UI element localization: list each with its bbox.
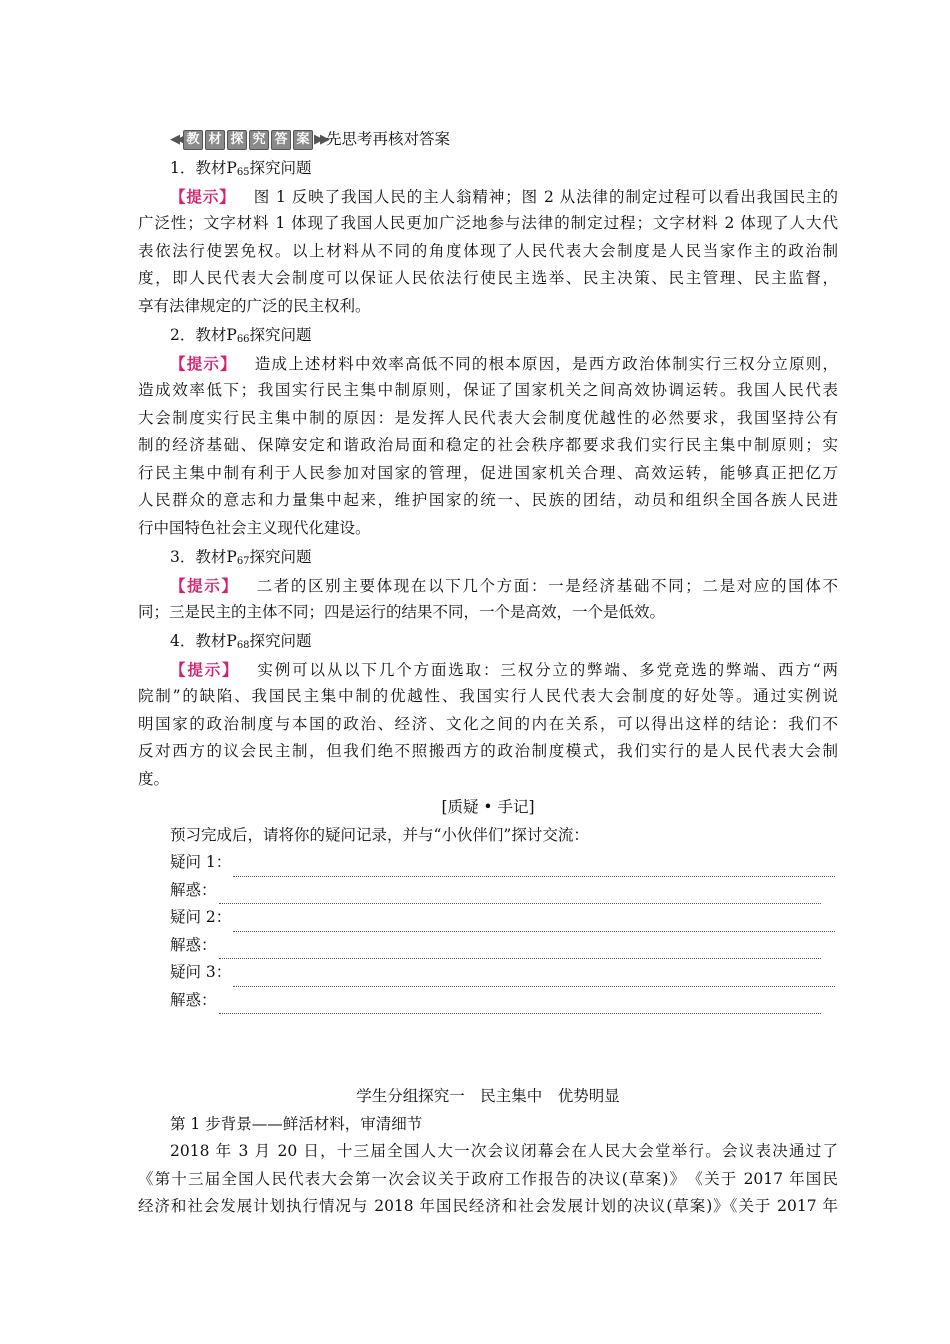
banner-char: 探 (227, 130, 247, 150)
item-line: 明国家的政治制度与本国的政治、经济、文化之间的内在关系，可以得出这样的结论：我们不 (138, 714, 838, 733)
notes-intro: 预习完成后，请将你的疑问记录，并与“小伙伴们”探讨交流： (170, 825, 589, 844)
answer-item-1 (138, 155, 838, 320)
item-line: 同；三是民主的主体不同；四是运行的结果不同，一个是高效，一个是低效。 (138, 603, 666, 621)
answer-item-3 (138, 544, 838, 627)
material-line: 《第十三届全国人民代表大会第一次会议关于政府工作报告的决议(草案)》 《关于 2017 年国民 (138, 1169, 838, 1188)
question-row: 疑问 3： (138, 959, 838, 987)
material-line: 2018 年 3 月 20 日，十三届全国人大一次会议闭幕会在人民大会堂举行。会议表决通过了 (170, 1142, 838, 1160)
hint-label: 【提示】 (170, 353, 237, 373)
item-line: 制的经济基础、保障安定和谐政治局面和稳定的社会秩序都要求我们实行民主集中制原则；实 (138, 436, 838, 454)
item-line: 反对西方的议会民主制，但我们绝不照搬西方的政治制度模式，我们实行的是人民代表大会制 (138, 742, 838, 760)
answer-banner (170, 126, 326, 154)
answer-item-2 (138, 322, 838, 542)
section-heading: 学生分组探究一 民主集中 优势明显 (356, 1087, 620, 1105)
item-line: 享有法律规定的广泛的民主权利。 (138, 296, 371, 315)
banner-char: 究 (249, 130, 269, 150)
item-line: 广泛性；文字材料 1 体现了我国人民更加广泛地参与法律的制定过程；文字材料 2 体现了人大代 (138, 214, 838, 232)
item-line: 造成效率低下；我国实行民主集中制原则，保证了国家机关之间高效协调运转。我国人民代表 (138, 381, 838, 399)
item-heading: 3．教材$P_{67}$探究问题 (170, 548, 312, 567)
item-heading: 2．教材$P_{66}$探究问题 (170, 326, 312, 345)
banner-char: 材 (205, 130, 225, 150)
item-line: 度，即人民代表大会制度可以保证人民依法行使民主选举、民主决策、民主管理、民主监督， (138, 269, 838, 287)
item-line: 行民主集中制有利于人民参加对国家的管理，促进国家机关合理、高效运转，能够真正把亿万 (138, 463, 838, 482)
answer-line[interactable] (219, 885, 821, 904)
notes-heading: [质疑 • 手记] (441, 798, 535, 816)
banner-char: 案 (293, 130, 313, 150)
banner-title: 先思考再核对答案 (326, 130, 451, 148)
item-heading: 1．教材$P_{65}$探究问题 (170, 159, 312, 178)
notes-section (138, 794, 838, 1014)
banner-char: 教 (183, 130, 203, 150)
double-chevron-right-icon: ▶▶ (314, 132, 326, 148)
item-line: 人民群众的意志和力量集中起来，维护国家的统一、民族的团结，动员和组织全国各族人民进 (138, 491, 838, 509)
material-line: 经济和社会发展计划执行情况与 2018 年国民经济和社会发展计划的决议(草案)》《关于 2017 年 (138, 1197, 838, 1215)
banner-row (138, 126, 870, 154)
answer-line[interactable] (233, 858, 835, 877)
group-inquiry-section (138, 1083, 838, 1221)
hint-label: 【提示】 (170, 186, 236, 206)
item-line: 大会制度实行民主集中制的原因：是发挥人民代表大会制度优越性的必然要求，我国坚持公有 (138, 408, 838, 427)
item-line: 【提示】 实例可以从以下几个方面选取：三权分立的弊端、多党竞选的弊端、西方“两 (170, 659, 838, 679)
answer-line[interactable] (219, 940, 821, 959)
answer-row: 解惑： (138, 932, 838, 960)
question-row: 疑问 1： (138, 849, 838, 877)
answer-line[interactable] (219, 995, 821, 1014)
item-line: 表依法行使罢免权。以上材料从不同的角度体现了人民代表大会制度是人民当家作主的政治制 (138, 241, 838, 260)
item-line: 度。 (138, 769, 170, 788)
answer-line[interactable] (233, 913, 835, 932)
hint-label: 【提示】 (170, 575, 239, 595)
item-line: 行中国特色社会主义现代化建设。 (138, 518, 371, 537)
item-line: 院制”的缺陷、我国民主集中制的优越性、我国实行人民代表大会制度的好处等。通过实例说 (138, 687, 838, 705)
item-line: 【提示】 二者的区别主要体现在以下几个方面：一是经济基础不同；二是对应的国体不 (170, 575, 838, 595)
answer-line[interactable] (233, 968, 835, 987)
double-chevron-left-icon: ◀◀ (170, 132, 182, 148)
item-heading: 4．教材$P_{68}$探究问题 (170, 632, 312, 651)
answer-row: 解惑： (138, 877, 838, 905)
item-line: 【提示】 造成上述材料中效率高低不同的根本原因，是西方政治体制实行三权分立原则， (170, 353, 838, 373)
item-line: 【提示】 图 1 反映了我国人民的主人翁精神；图 2 从法律的制定过程可以看出我国民主的 (170, 186, 838, 206)
banner-char: 答 (271, 130, 291, 150)
answer-item-4 (138, 628, 838, 793)
step-heading: 第 1 步背景——鲜活材料，审清细节 (170, 1114, 423, 1133)
question-row: 疑问 2： (138, 904, 838, 932)
hint-label: 【提示】 (170, 659, 240, 679)
answer-row: 解惑： (138, 987, 838, 1015)
